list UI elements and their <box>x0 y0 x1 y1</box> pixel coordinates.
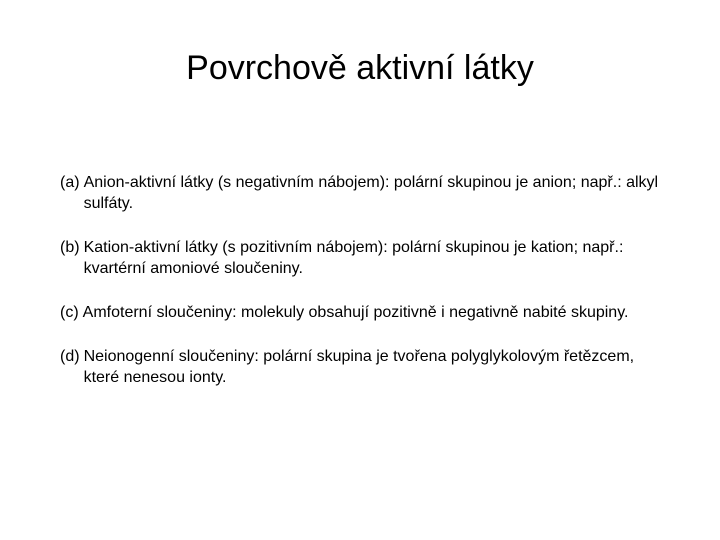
list-marker: (c) <box>60 304 79 321</box>
list-marker: (b) <box>60 239 80 256</box>
list-marker: (d) <box>60 348 80 365</box>
list-item-text: Anion-aktivní látky (s negativním nábojem): polární skupinou je anion; např.: alkyl sulfáty. <box>83 174 659 212</box>
surfactant-type-list <box>60 172 660 411</box>
list-marker: (a) <box>60 174 80 191</box>
list-item-text: Neionogenní sloučeniny: polární skupina je tvořena polyglykolovým řetězcem, které nenesou ionty. <box>83 348 635 386</box>
list-item-anionic <box>60 172 660 214</box>
list-item-nonionic <box>60 346 660 388</box>
list-item-cationic <box>60 237 660 279</box>
slide-title: Povrchově aktivní látky <box>186 49 534 87</box>
list-item-text: Amfoterní sloučeniny: molekuly obsahují pozitivně i negativně nabité skupiny. <box>82 304 629 321</box>
list-item-amphoteric <box>60 302 660 323</box>
list-item-text: Kation-aktivní látky (s pozitivním nábojem): polární skupinou je kation; např.: kvartérní amoniové sloučeniny. <box>83 239 624 277</box>
